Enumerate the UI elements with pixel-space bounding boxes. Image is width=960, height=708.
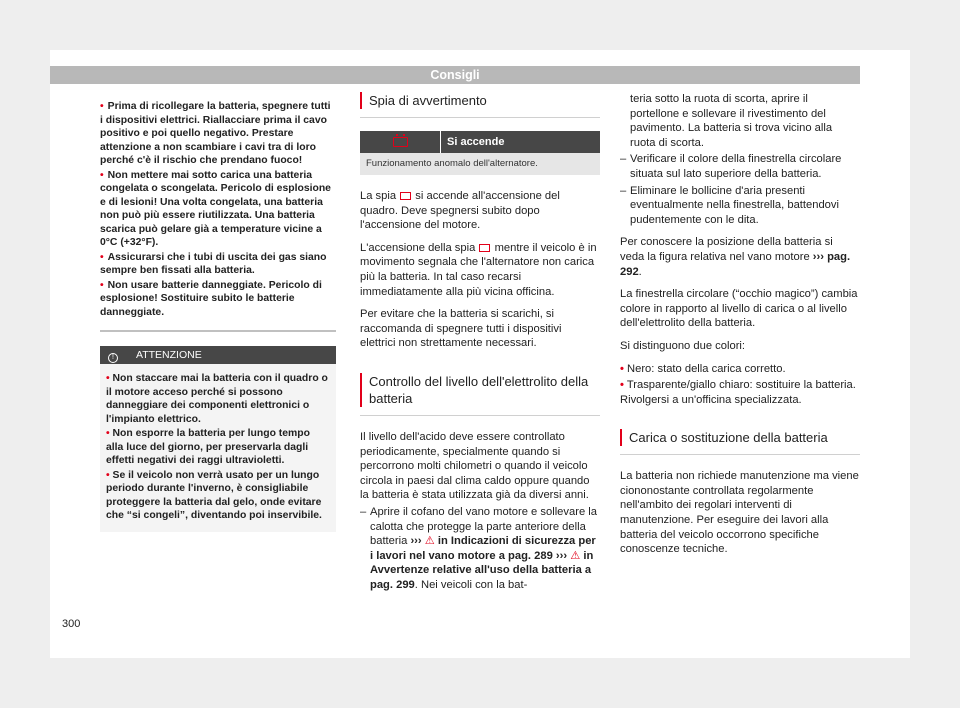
bullet-icon: • bbox=[620, 362, 624, 375]
info-icon: ! bbox=[108, 353, 118, 363]
column-middle bbox=[360, 92, 600, 592]
warning-item: • Non usare batterie danneggiate. Pericolo di esplosione! Sostituire subito le batterie danneggiate. bbox=[100, 279, 322, 318]
attention-header: ! ATTENZIONE bbox=[100, 346, 336, 364]
cross-ref-link[interactable]: ››› ⚠ in Indicazioni di sicurezza per i lavori nel vano motore a pag. 289 bbox=[370, 535, 596, 562]
cross-ref-link[interactable]: ››› ⚠ in Avvertenze relative all'uso della batteria a pag. 299 bbox=[370, 549, 594, 591]
warning-box bbox=[100, 92, 336, 332]
bullet-icon: • bbox=[620, 379, 624, 392]
section-title-electrolyte: Controllo del livello dell'elettrolito della batteria bbox=[360, 373, 600, 407]
paragraph: La finestrella circolare (“occhio magico”) cambia colore in rapporto al livello di carica o al livello dell'elettrolito della batteria. bbox=[620, 288, 858, 330]
attention-item: • Se il veicolo non verrà usato per un lungo periodo durante l'inverno, è consigliabile proteggere la batteria dal gelo, onde evitare che “si congeli”, diventando poi inservibile. bbox=[106, 469, 322, 521]
bullet-icon: • bbox=[106, 469, 110, 481]
warning-triangle-icon: ⚠ bbox=[424, 535, 435, 548]
table-description: Funzionamento anomalo dell'alternatore. bbox=[360, 153, 600, 175]
section-title-charging: Carica o sostituzione della batteria bbox=[620, 429, 860, 446]
table-status: Si accende bbox=[440, 131, 600, 153]
battery-icon bbox=[479, 244, 490, 252]
warning-item: • Prima di ricollegare la batteria, spegnere tutti i dispositivi elettrici. Riallacciare prima il cavo positivo e poi quello negativo. Prestare attenzione a non scambiare i cavi tra di loro perché c'è il rischio che prendano fuoco! bbox=[100, 101, 331, 166]
bullet-icon: • bbox=[106, 373, 110, 384]
column-left bbox=[100, 92, 336, 532]
attention-item: • Non staccare mai la batteria con il quadro o il motore acceso perché si possono danneggiare dei componenti elettronici o l'impianto elettrico. bbox=[106, 373, 328, 425]
warning-item: • Assicurarsi che i tubi di uscita dei gas siano sempre ben fissati alla batteria. bbox=[100, 251, 327, 276]
bullet-icon: • bbox=[100, 169, 104, 181]
section-title-warning-light: Spia di avvertimento bbox=[360, 92, 600, 109]
bullet-item: • Nero: stato della carica corretto. bbox=[620, 362, 786, 375]
column-right bbox=[620, 92, 860, 557]
bullet-icon: • bbox=[100, 101, 104, 112]
warning-triangle-icon: ⚠ bbox=[570, 549, 581, 562]
paragraph: La spia si accende all'accensione del quadro. Deve spegnersi subito dopo l'accensione del motore. bbox=[360, 190, 560, 232]
warning-item: • Non mettere mai sotto carica una batteria congelata o scongelata. Pericolo di esplosione e di lesioni! Una volta congelata, una batteria non può più essere riutilizzata. Una batteria scarica può gelare già a temperature vicine a 0°C (+32°F). bbox=[100, 169, 331, 248]
attention-body bbox=[100, 364, 336, 532]
page-number: 300 bbox=[62, 618, 81, 630]
paragraph: L'accensione della spia mentre il veicolo è in movimento segnala che l'alternatore non carica più la batteria. In tal caso recarsi immediatamente alla più vicina officina. bbox=[360, 241, 597, 298]
paragraph: Per conoscere la posizione della batteria si veda la figura relativa nel vano motore ››› pag. 292. bbox=[620, 236, 851, 278]
paragraph: Per evitare che la batteria si scarichi, si raccomanda di spegnere tutti i dispositivi elettrici non strettamente necessari. bbox=[360, 308, 562, 350]
paragraph: La batteria non richiede manutenzione ma viene ciononostante controllata regolarmente nell'ambito dei regolari interventi di manutenzione. Per eseguire dei lavori alla batteria del veicolo occorrono specifiche conoscenze tecniche. bbox=[620, 470, 859, 556]
bullet-icon: • bbox=[100, 251, 104, 263]
bullet-item: • Trasparente/giallo chiaro: sostituire la batteria. Rivolgersi a un'officina specializzata. bbox=[620, 379, 856, 406]
attention-item: • Non esporre la batteria per lungo tempo alla luce del giorno, per preservarla dagli effetti negativi dei raggi ultravioletti. bbox=[106, 428, 310, 466]
paragraph: teria sotto la ruota di scorta, aprire il portellone e sollevare il rivestimento del pavimento. La batteria si trova vicino alla ruota di scorta. bbox=[630, 93, 833, 149]
paragraph: Si distinguono due colori: bbox=[620, 339, 746, 352]
cross-ref-link[interactable]: ››› pag. 292 bbox=[620, 250, 851, 278]
paragraph: Il livello dell'acido deve essere controllato periodicamente, specialmente quando si percorrono molti chilometri o quando il veicolo circola in paesi dal clima caldo oppure quando la batteria è stata utilizzata già da diversi anni. bbox=[360, 430, 590, 502]
battery-icon bbox=[360, 131, 440, 153]
dash-item: – Aprire il cofano del vano motore e sollevare la calotta che protegge la parte anteriore della batteria ››› ⚠ in Indicazioni di sicurezza per i lavori nel vano motore a pag. 289 ››› ⚠ in Avvertenze relative all'uso della batteria a pag. 299. Nei veicoli con la bat- bbox=[360, 505, 600, 593]
attention-box bbox=[100, 346, 336, 532]
dash-item: – Verificare il colore della finestrella circolare situata sul lato superiore della batteria. bbox=[620, 152, 860, 181]
bullet-icon: • bbox=[106, 428, 110, 439]
bullet-icon: • bbox=[100, 279, 104, 291]
dash-item: – Eliminare le bollicine d'aria presenti eventualmente nella finestrella, battendovi pudentemente con le dita. bbox=[620, 184, 860, 228]
page-header: Consigli bbox=[50, 66, 860, 84]
battery-icon bbox=[400, 192, 411, 200]
warning-light-table bbox=[360, 131, 600, 175]
